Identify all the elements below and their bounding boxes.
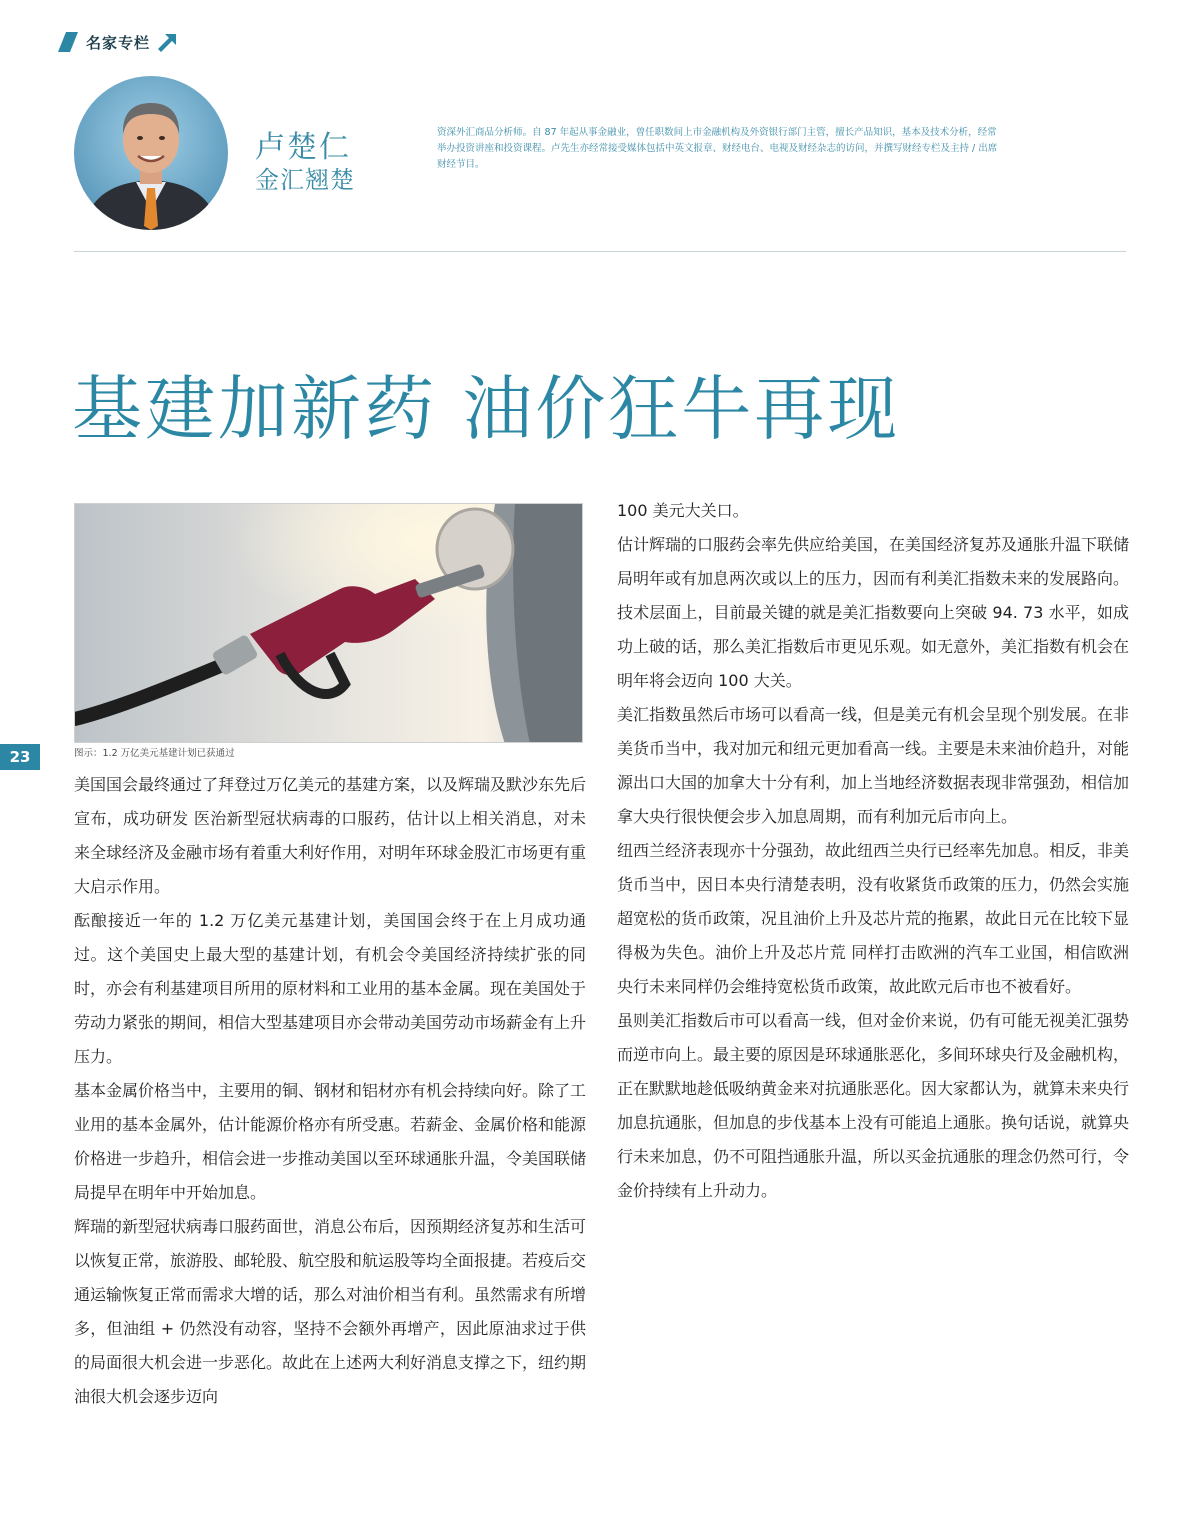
- paragraph: 虽则美汇指数后市可以看高一线，但对金价来说，仍有可能无视美汇强势而逆市向上。最主要的原因是环球通胀恶化，多间环球央行及金融机构，正在默默地趁低吸纳黄金来对抗通胀恶化。因大家都认为，就算未来央行加息抗通胀，但加息的步伐基本上没有可能追上通胀。换句话说，就算央行未来加息，仍不可阻挡通胀升温，所以买金抗通胀的理念仍然可行，令金价持续有上升动力。: [617, 1011, 1130, 1200]
- fuel-nozzle-photo: [74, 503, 583, 743]
- article-column-left: [74, 768, 586, 1414]
- article-headline: 基建加新药 油价狂牛再现: [72, 367, 901, 450]
- paragraph: 基本金属价格当中，主要用的铜、钢材和铝材亦有机会持续向好。除了工业用的基本金属外，估计能源价格亦有所受惠。若薪金、金属价格和能源价格进一步趋升，相信会进一步推动美国以至环球通胀升温，令美国联储局提早在明年中开始加息。: [74, 1081, 587, 1202]
- arrow-up-right-icon: [156, 32, 178, 52]
- paragraph: 估计辉瑞的口服药会率先供应给美国，在美国经济复苏及通胀升温下联储局明年或有加息两次或以上的压力，因而有利美汇指数未来的发展路向。技术层面上，目前最关键的就是美汇指数要向上突破 94. 73 水平，如成功上破的话，那么美汇指数后市更见乐观。如无意外，美汇指数有机会在明年将会迈向 100 大关。: [617, 535, 1130, 690]
- author-column-name: 金汇翘楚: [255, 166, 355, 194]
- paragraph: 美汇指数虽然后市场可以看高一线，但是美元有机会呈现个别发展。在非美货币当中，我对加元和纽元更加看高一线。主要是未来油价趋升，对能源出口大国的加拿大十分有利，加上当地经济数据表现非常强劲，相信加拿大央行很快便会步入加息周期，而有利加元后市向上。: [617, 705, 1130, 826]
- paragraph: 美国国会最终通过了拜登过万亿美元的基建方案，以及辉瑞及默沙东先后宣布，成功研发 医治新型冠状病毒的口服药，估计以上相关消息，对未来全球经济及金融市场有着重大利好作用，对明年环球金股汇市场更有重大启示作用。: [74, 775, 587, 896]
- article-column-right: [617, 494, 1129, 1208]
- author-portrait: [74, 76, 228, 230]
- column-tag-label: 名家专栏: [86, 33, 151, 52]
- paragraph: 酝酿接近一年的 1.2 万亿美元基建计划，美国国会终于在上月成功通过。这个美国史上最大型的基建计划，有机会令美国经济持续扩张的同时，亦会有利基建项目所用的原材料和工业用的基本金属。现在美国处于劳动力紧张的期间，相信大型基建项目亦会带动美国劳动市场薪金有上升压力。: [74, 911, 587, 1066]
- header-divider: [74, 251, 1126, 252]
- author-name: 卢楚仁: [255, 130, 351, 165]
- image-caption: 图示：1.2 万亿美元基建计划已获通过: [74, 748, 235, 759]
- paragraph: 100 美元大关口。: [617, 501, 749, 520]
- paragraph: 辉瑞的新型冠状病毒口服药面世，消息公布后，因预期经济复苏和生活可以恢复正常，旅游股、邮轮股、航空股和航运股等均全面报捷。若疫后交通运输恢复正常而需求大增的话，那么对油价相当有利。虽然需求有所增多，但油组 + 仍然没有动容，坚持不会额外再增产，因此原油求过于供的局面很大机会进一步恶化。故此在上述两大利好消息支撑之下，纽约期油很大机会逐步迈向: [74, 1217, 587, 1406]
- author-bio: 资深外汇商品分析师。自 87 年起从事金融业，曾任职数间上市金融机构及外资银行部门主管，擅长产品知识，基本及技术分析，经常举办投资讲座和投资课程。卢先生亦经常接受媒体包括中英文报章、财经电台、电视及财经杂志的访问，并撰写财经专栏及主持 / 出席财经节目。: [437, 127, 998, 170]
- paragraph: 纽西兰经济表现亦十分强劲，故此纽西兰央行已经率先加息。相反，非美货币当中，因日本央行清楚表明，没有收紧货币政策的压力，仍然会实施超宽松的货币政策，况且油价上升及芯片荒的拖累，故此日元在比较下显得极为失色。油价上升及芯片荒 同样打击欧洲的汽车工业国，相信欧洲央行未来同样仍会维持宽松货币政策，故此欧元后市也不被看好。: [617, 841, 1130, 996]
- slash-icon: [58, 32, 78, 52]
- column-tag: [58, 30, 178, 54]
- page-number: 23: [0, 744, 40, 770]
